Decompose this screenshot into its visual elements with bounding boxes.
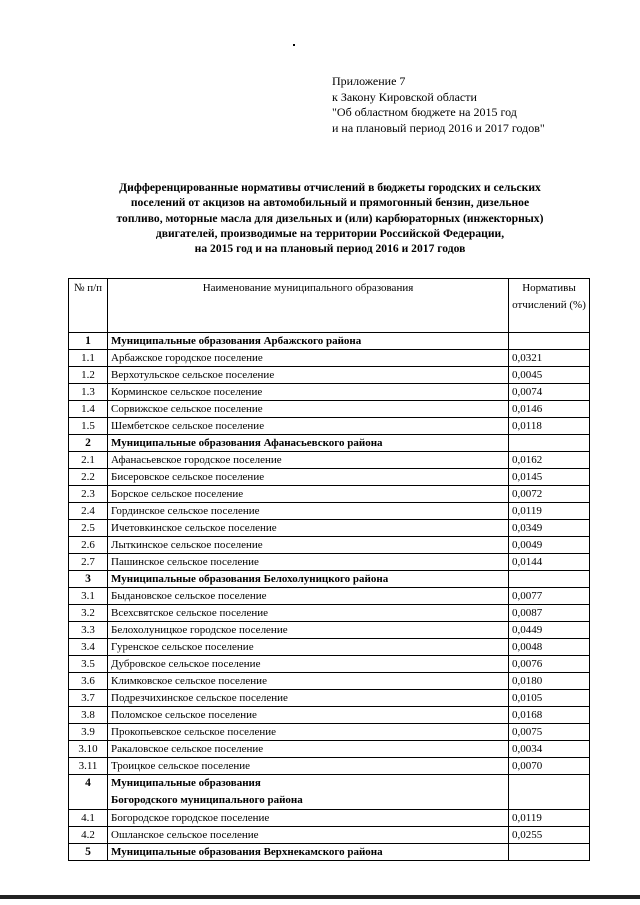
row-number: 2.5 — [69, 520, 108, 537]
row-name: Афанасьевское городское поселение — [108, 452, 509, 469]
table-row — [69, 350, 590, 367]
row-name: Быдановское сельское поселение — [108, 588, 509, 605]
row-number: 3.2 — [69, 605, 108, 622]
appendix-line-3: "Об областном бюджете на 2015 год — [332, 105, 517, 119]
title-line-5: на 2015 год и на плановый период 2016 и 2017 годов — [194, 242, 466, 256]
row-number: 2.4 — [69, 503, 108, 520]
title-line-2: поселений от акцизов на автомобильный и прямогонный бензин, дизельное — [130, 196, 530, 210]
row-value: 0,0076 — [509, 656, 590, 673]
row-name: Шембетское сельское поселение — [108, 418, 509, 435]
row-number: 3.3 — [69, 622, 108, 639]
table-row — [69, 656, 590, 673]
row-name: Корминское сельское поселение — [108, 384, 509, 401]
row-number: 1.5 — [69, 418, 108, 435]
table-row — [69, 588, 590, 605]
row-name: Ракаловское сельское поселение — [108, 741, 509, 758]
row-name-line-1: Муниципальные образования — [111, 777, 261, 789]
document-title — [60, 180, 600, 256]
row-value — [509, 775, 590, 810]
row-number: 3.6 — [69, 673, 108, 690]
row-name: Всехсвятское сельское поселение — [108, 605, 509, 622]
row-name: Пашинское сельское поселение — [108, 554, 509, 571]
row-name: Поломское сельское поселение — [108, 707, 509, 724]
row-value: 0,0075 — [509, 724, 590, 741]
appendix-line-1: Приложение 7 — [332, 74, 406, 88]
row-number: 3.4 — [69, 639, 108, 656]
row-name: Гординское сельское поселение — [108, 503, 509, 520]
row-value: 0,0074 — [509, 384, 590, 401]
row-value: 0,0070 — [509, 758, 590, 775]
table-row — [69, 639, 590, 656]
row-value: 0,0321 — [509, 350, 590, 367]
row-name: Муниципальные образования Афанасьевского района — [108, 435, 509, 452]
row-value: 0,0119 — [509, 503, 590, 520]
appendix-header — [332, 74, 545, 136]
row-value: 0,0105 — [509, 690, 590, 707]
header-num: № п/п — [69, 279, 108, 333]
table-row — [69, 554, 590, 571]
row-name: Прокопьевское сельское поселение — [108, 724, 509, 741]
row-name: Сорвижское сельское поселение — [108, 401, 509, 418]
group-row — [69, 571, 590, 588]
row-value — [509, 571, 590, 588]
group-row — [69, 333, 590, 350]
header-value: Нормативы отчислений (%) — [509, 279, 590, 333]
row-number: 3.1 — [69, 588, 108, 605]
appendix-line-4: и на плановый период 2016 и 2017 годов" — [332, 120, 545, 135]
row-name-line-2: Богородского муниципального района — [111, 794, 303, 806]
row-value: 0,0168 — [509, 707, 590, 724]
table-row — [69, 827, 590, 844]
row-number: 1.1 — [69, 350, 108, 367]
row-number: 2 — [69, 435, 108, 452]
row-value — [509, 435, 590, 452]
row-value: 0,0034 — [509, 741, 590, 758]
row-number: 1.2 — [69, 367, 108, 384]
group-row — [69, 435, 590, 452]
row-name: Климковское сельское поселение — [108, 673, 509, 690]
title-line-3: топливо, моторные масла для дизельных и (или) карбюраторных (инжекторных) — [116, 211, 544, 225]
table-row — [69, 384, 590, 401]
row-name: Муниципальные образования Верхнекамского района — [108, 844, 509, 861]
row-value: 0,0146 — [509, 401, 590, 418]
scan-speck — [293, 44, 295, 46]
row-number: 3.5 — [69, 656, 108, 673]
title-line-4: двигателей, производимые на территории Российской Федерации, — [155, 226, 505, 240]
row-value: 0,0449 — [509, 622, 590, 639]
row-name: Арбажское городское поселение — [108, 350, 509, 367]
page-bottom-edge — [0, 895, 640, 899]
row-name: Муниципальные образования Белохолуницкого района — [108, 571, 509, 588]
row-value: 0,0162 — [509, 452, 590, 469]
row-value: 0,0072 — [509, 486, 590, 503]
table-row — [69, 452, 590, 469]
row-number: 5 — [69, 844, 108, 861]
row-name: Белохолуницкое городское поселение — [108, 622, 509, 639]
row-number: 2.1 — [69, 452, 108, 469]
table-row — [69, 503, 590, 520]
group-row — [69, 775, 590, 810]
row-name: Верхотульское сельское поселение — [108, 367, 509, 384]
row-number: 2.3 — [69, 486, 108, 503]
table-row — [69, 537, 590, 554]
table-row — [69, 486, 590, 503]
table-row — [69, 758, 590, 775]
row-value — [509, 844, 590, 861]
row-name: Ошланское сельское поселение — [108, 827, 509, 844]
group-row — [69, 844, 590, 861]
table-row — [69, 741, 590, 758]
row-name: Борское сельское поселение — [108, 486, 509, 503]
row-number: 1 — [69, 333, 108, 350]
row-value: 0,0144 — [509, 554, 590, 571]
row-value: 0,0045 — [509, 367, 590, 384]
row-value: 0,0119 — [509, 810, 590, 827]
row-number: 1.4 — [69, 401, 108, 418]
table-row — [69, 418, 590, 435]
table-row — [69, 401, 590, 418]
row-name: Ичетовкинское сельское поселение — [108, 520, 509, 537]
table-row — [69, 673, 590, 690]
table-row — [69, 724, 590, 741]
title-line-1: Дифференцированные нормативы отчислений в бюджеты городских и сельских — [119, 181, 541, 194]
norms-table — [68, 278, 590, 861]
row-number: 2.7 — [69, 554, 108, 571]
row-value: 0,0255 — [509, 827, 590, 844]
row-number: 3 — [69, 571, 108, 588]
row-name: Гуренское сельское поселение — [108, 639, 509, 656]
table-header-row — [69, 279, 590, 333]
row-name: Троицкое сельское поселение — [108, 758, 509, 775]
row-name: Богородское городское поселение — [108, 810, 509, 827]
table-row — [69, 605, 590, 622]
row-number: 4 — [69, 775, 108, 810]
row-name: Лыткинское сельское поселение — [108, 537, 509, 554]
row-number: 4.1 — [69, 810, 108, 827]
row-number: 4.2 — [69, 827, 108, 844]
row-value: 0,0349 — [509, 520, 590, 537]
row-number: 3.8 — [69, 707, 108, 724]
table-row — [69, 520, 590, 537]
table-row — [69, 367, 590, 384]
row-value: 0,0087 — [509, 605, 590, 622]
appendix-line-2: к Закону Кировской области — [332, 89, 477, 104]
row-number: 1.3 — [69, 384, 108, 401]
row-number: 2.6 — [69, 537, 108, 554]
row-value — [509, 333, 590, 350]
header-name: Наименование муниципального образования — [108, 279, 509, 333]
row-value: 0,0049 — [509, 537, 590, 554]
row-name: Подрезчихинское сельское поселение — [108, 690, 509, 707]
row-number: 2.2 — [69, 469, 108, 486]
table-row — [69, 810, 590, 827]
row-number: 3.9 — [69, 724, 108, 741]
row-number: 3.10 — [69, 741, 108, 758]
row-number: 3.11 — [69, 758, 108, 775]
row-value: 0,0048 — [509, 639, 590, 656]
row-name: Дубровское сельское поселение — [108, 656, 509, 673]
row-name: Муниципальные образования Арбажского района — [108, 333, 509, 350]
row-value: 0,0145 — [509, 469, 590, 486]
row-number: 3.7 — [69, 690, 108, 707]
table-row — [69, 469, 590, 486]
table-row — [69, 707, 590, 724]
row-value: 0,0180 — [509, 673, 590, 690]
table-row — [69, 622, 590, 639]
table-row — [69, 690, 590, 707]
row-name: Бисеровское сельское поселение — [108, 469, 509, 486]
row-name — [108, 775, 509, 810]
row-value: 0,0118 — [509, 418, 590, 435]
row-value: 0,0077 — [509, 588, 590, 605]
